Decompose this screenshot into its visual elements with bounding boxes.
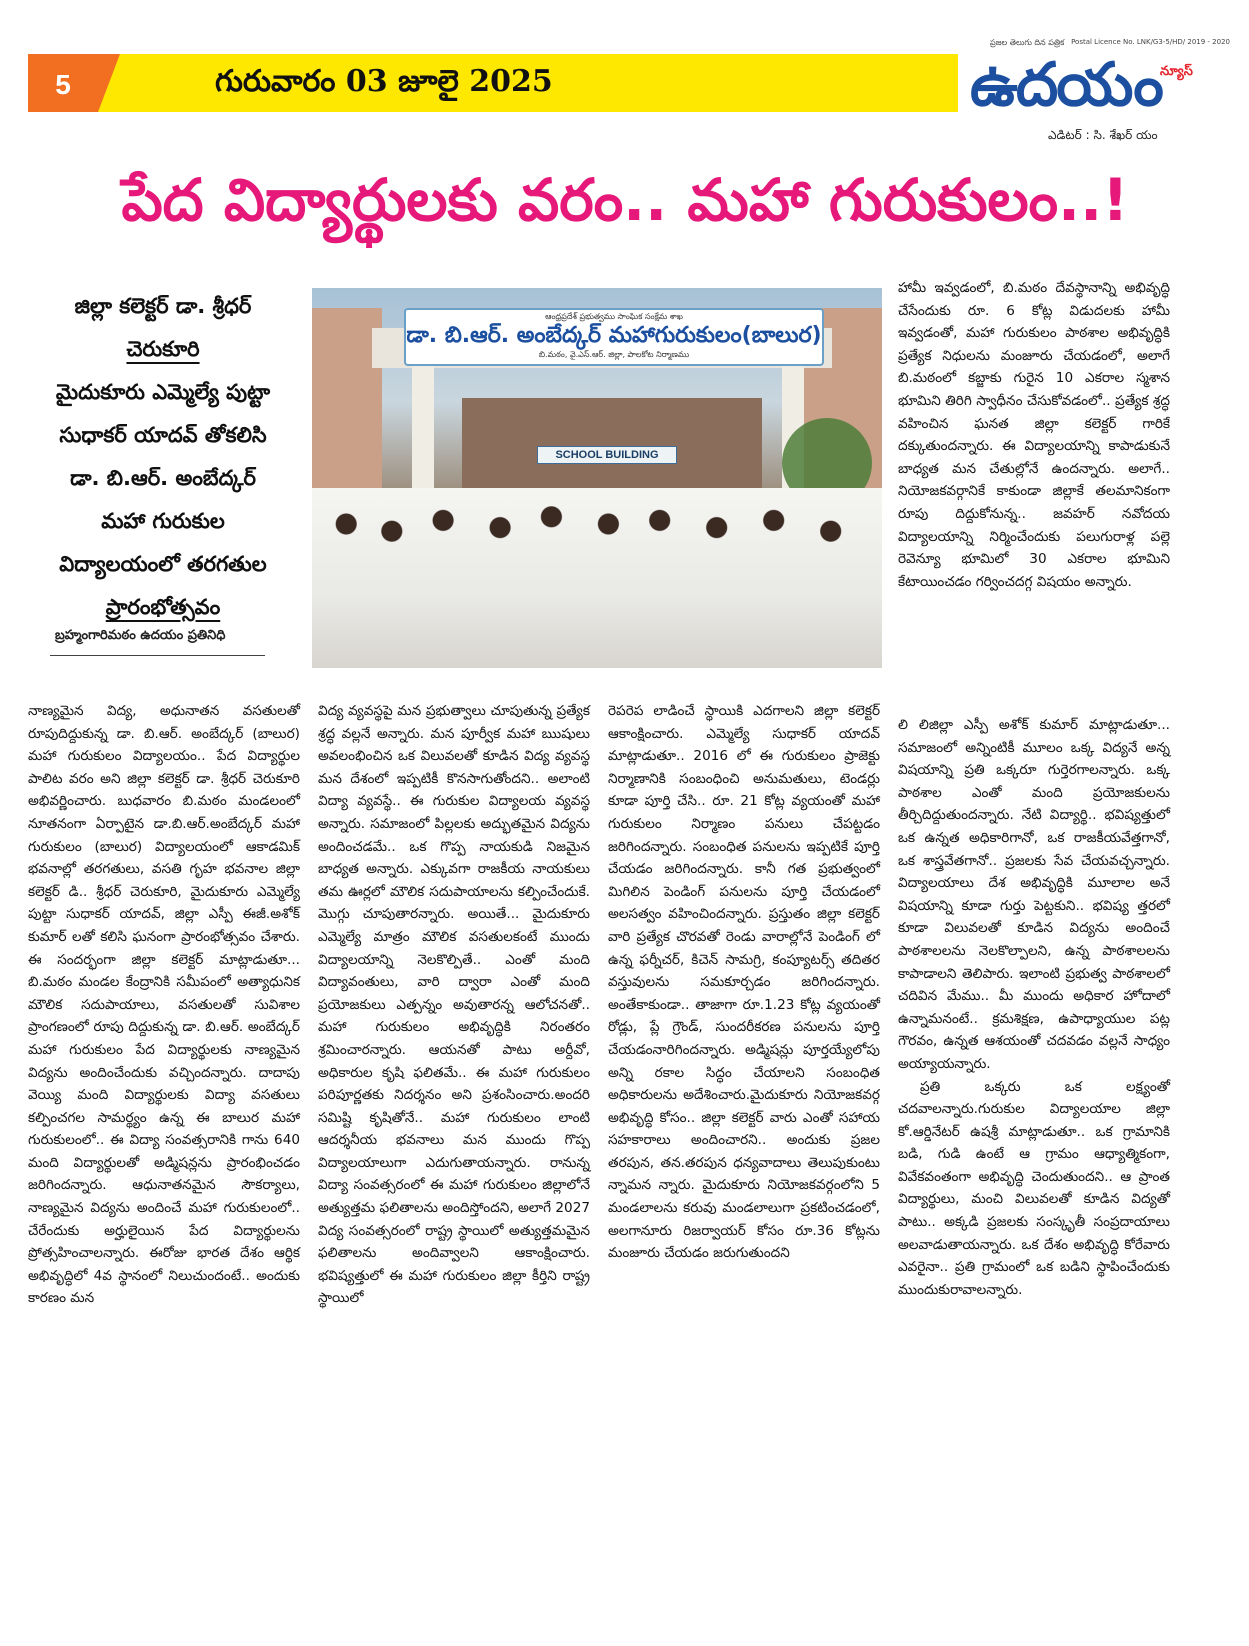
banner-bottom-text: బి.మఠం, వై.ఎస్.ఆర్. జిల్లా, పాలకోట నిర్మాణము [538, 350, 690, 359]
school-building-sign: SCHOOL BUILDING [537, 446, 677, 464]
page-headline: పేద విద్యార్థులకు వరం.. మహా గురుకులం..! [121, 166, 1129, 234]
article-column-3 [608, 700, 880, 1265]
photo-banner [404, 308, 824, 366]
byline: బ్రహ్మంగారిమఠం ఉదయం ప్రతినిధి [55, 628, 226, 643]
page-number: 5 [55, 69, 71, 100]
article-column-2 [318, 700, 590, 1310]
subhead-line: మహా గురుకుల [101, 509, 225, 533]
masthead-tagline: ప్రజల తెలుగు దిన పత్రిక [990, 38, 1065, 47]
article-paragraph: లి లిజిల్లా ఎస్పీ అశోక్ కుమార్ మాట్లాడుతూ... సమాజంలో అన్నింటికీ మూలం ఒక్క విద్యనే అన్న విషయాన్ని ప్రతి ఒక్కరూ గుర్తెరగాలన్నారు. ఒక్క పాఠశాల ఎంతో మంది ప్రయోజకులను తీర్చిదిద్దుతుందన్నారు. నేటి విద్యార్థి.. భవిష్యత్తులో ఒక ఉన్నత అధికారిగానో, ఒక రాజకీయవేత్తగానో, ఒక శాస్త్రవేతగానో.. ప్రజలకు సేవ చేయవచ్చన్నారు. విద్యాలయాలు దేశ అభివృద్ధికి మూలాల అనే విషయాన్ని కూడా గుర్తు పెట్టకుని.. భవిష్య త్తరలో కూడా విలువలతో కూడిన విద్యను అందించే పాఠశాలలను నెలకొల్పాలని, ఉన్న పాఠశాలలను కాపాడాలని తెలిపారు. ఇలాంటి ప్రభుత్వ పాఠశాలలో చదివిన మేము.. మీ ముందు అధికార హోదాలో ఉన్నామనంటే.. క్రమశిక్షణ, ఉపాధ్యాయుల పట్ల గౌరవం, ఉన్నత ఆశయంతో చదవడం వల్లనే సాధ్యం అయ్యాయన్నారు. [898, 717, 1170, 1072]
banner-top-text: ఆంధ్రప్రదేశ్ ప్రభుత్వము సాంఘిక సంక్షేమ శాఖ [545, 312, 683, 321]
photo-crowd [312, 488, 882, 668]
article-paragraph: హామీ ఇవ్వడంలో, బి.మఠం దేవస్థానాన్ని అభివృద్ధి చేసేందుకు రూ. 6 కోట్ల విడుదలకు హామీ ఇవ్వడంతో, మహా గురుకులం పాఠశాల అభివృద్ధికి ప్రత్యేక నిధులను మంజూరు చేయడంలో, అలాగే బి.మఠంలో కబ్జాకు గురైన 10 ఎకరాల స్మశాన భూమిని తిరిగి స్వాధీనం చేసుకోవడంలో.. ప్రత్యేక శ్రద్ధ వహించిన ఘనత జిల్లా కలెక్టర్ గారికే దక్కుతుందన్నారు. ఈ విద్యాలయాన్ని కాపాడుకునే బాధ్యత మన చేతుల్లోనే ఉందన్నారు. అలాగే.. నియోజకవర్గానికే కాకుండా జిల్లాకే తలమానికంగా రూపు దిద్దుకోనున్న.. జవహర్ నవోదయ విద్యాలయాన్ని నిర్మించేందుకు పలుగురాళ్ల పల్లె రెవెన్యూ భూమిలో 30 ఎకరాల భూమిని కేటాయించడం గర్వించదగ్గ విషయం అన్నారు. [898, 280, 1170, 590]
masthead [970, 38, 1230, 148]
article-paragraph: ప్రతి ఒక్కరు ఒక లక్ష్యంతో చదవాలన్నారు.గురుకుల విద్యాలయాల జిల్లా కో.ఆర్డినేటర్ ఉషశ్రీ మాట్లాడుతూ.. ఒక గ్రామానికి బడి, గుడి ఉంటే ఆ గ్రామం ఆధ్యాత్మికంగా, వివేకవంతంగా అభివృద్ధి చెందుతుందని.. ఆ ప్రాంత విద్యార్థులు, మంచి విలువలతో కూడిన విద్యతో పాటు.. అక్కడి ప్రజలకు సంస్కృతీ సంప్రదాయాలు అలవాడుతాయన్నారు. ఒక దేశం అభివృద్ధి కోరేవారు ఎవరైనా.. ప్రతి గ్రామంలో ఒక బడిని స్థాపించేందుకు ముందుకురావాలన్నారు. [898, 1078, 1170, 1298]
byline-rule [50, 655, 265, 656]
issue-date: గురువారం 03 జూలై 2025 [215, 64, 553, 99]
subhead-line: ప్రారంభోత్సవం [105, 595, 221, 619]
masthead-news-label: న్యూస్ [1160, 64, 1193, 79]
article-column-4-top [898, 277, 1170, 593]
article-column-1 [28, 700, 300, 1310]
article-column-4 [898, 714, 1170, 1301]
article-paragraph: విద్య వ్యవస్థపై మన ప్రభుత్వాలు చూపుతున్న ప్రత్యేక శ్రద్ధ వల్లనే అన్నారు. మన పూర్వీక మహా ఋషులు అవలంభించిన ఒక విలువలతో కూడిన విద్య వ్యవస్థ మన దేశంలో ఇప్పటికీ కొనసాగుతోందని.. అలాంటి విద్యా వ్యవస్థే.. ఈ గురుకుల విద్యాలయ వ్యవస్థ అన్నారు. సమాజంలో పిల్లలకు అద్భుతమైన విద్యను అందించడమే.. ఒక గొప్ప నాయకుడి నిజమైన బాధ్యత అన్నారు. ఎక్కువగా రాజకీయ నాయకులు తమ ఊర్లలో మౌలిక సదుపాయాలను కల్పించేందుకే. మొగ్గు చూపుతారన్నారు. అయితే... మైదుకూరు ఎమ్మెల్యే మాత్రం మౌలిక వసతులకంటే ముందు విద్యాలయాన్ని నెలకొల్పితే.. ఎంతో మంది విద్యావంతులు, వారి ద్వారా ఎంతో మంది ప్రయోజకులు ఎత్పన్నం అవుతారన్న ఆలోచనతో.. మహా గురుకులం అభివృద్ధికి నిరంతరం శ్రమించారన్నారు. ఆయనతో పాటు అర్దీవో, అధికారుల కృషి ఫలితమే.. ఈ మహా గురుకులం పరిపూర్ణతకు నిదర్శనం అని ప్రశంసించారు.అందరి సమిష్టి కృషితోనే.. మహా గురుకులం లాంటి ఆదర్శనీయ భవనాలు మన ముందు గొప్ప విద్యాలయాలుగా ఎదుగుతాయన్నారు. రానున్న విద్యా సంవత్సరంలో ఈ మహా గురుకులం జిల్లాలోనే అత్యుత్తమ ఫలితాలను అందిస్తోందని, అలాగే 2027 విద్య సంవత్సరంలో రాష్ట్ర స్థాయిలో అత్యుత్తమమైన ఫలితాలను అందివ్వాలని ఆకాంక్షించారు. భవిష్యత్తులో ఈ మహా గురుకులం జిల్లా కీర్తిని రాష్ట్ర స్థాయిలో [318, 703, 590, 1307]
postal-licence: Postal Licence No. LNK/G3-5/HD/ 2019 - 2020 [1071, 38, 1230, 46]
banner-main-text: డా. బి.ఆర్. అంబేద్కర్ మహాగురుకులం(బాలుర) [406, 323, 822, 348]
subhead-line: సుధాకర్ యాదవ్ తోకలిసి [59, 423, 267, 447]
article-paragraph: నాణ్యమైన విద్య, అధునాతన వసతులతో రూపుదిద్దుకున్న డా. బి.ఆర్. అంబేద్కర్ (బాలుర) మహా గురుకులం విద్యాలయం.. పేద విద్యార్థుల పాలిట వరం అని జిల్లా కలెక్టర్ డా. శ్రీధర్ చెరుకూరి అభివర్ణించారు. బుధవారం బి.మఠం మండలంలో నూతనంగా ఏర్పాటైన డా.బి.ఆర్.అంబేద్కర్ మహా గురుకులం (బాలుర) విద్యాలయంలో ఆకాడమిక్ భవనాల్లో తరగతులు, వసతి గృహ భవనాల జిల్లా కలెక్టర్ డి.. శ్రీధర్ చెరుకూరి, మైదుకూరు ఎమ్మెల్యే పుట్టా సుధాకర్ యాదవ్, జిల్లా ఎస్పీ ఈజీ.అశోక్ కుమార్ లతో కలిసి ఘనంగా ప్రారంభోత్సవం చేశారు. ఈ సందర్భంగా జిల్లా కలెక్టర్ మాట్లాడుతూ... బి.మఠం మండల కేంద్రానికి సమీపంలో అత్యాధునిక మౌలిక సదుపాయాలు, వసతులతో సువిశాల ప్రాంగణంలో రూపు దిద్దుకున్న డా. బి.ఆర్. అంబేద్కర్ మహా గురుకులం పేద విద్యార్థులకు నాణ్యమైన విద్యను అందించేందుకు వచ్చిందన్నారు. దాదాపు వెయ్యి మంది విద్యార్థులకు విద్యా వసతులు కల్పించగల సామర్థ్యం ఉన్న ఈ బాలుర మహా గురుకులంలో.. ఈ విద్యా సంవత్సరానికి గాను 640 మంది విద్యార్థులతో అడ్మిషన్లను ప్రారంభించడం జరిగిందన్నారు. ఆధునాతనమైన సౌకర్యాలు, నాణ్యమైన విద్యను అందించే మహా గురుకులంలో.. చేరేందుకు అర్హులైయిన పేద విద్యార్థులను ప్రోత్సహించాలన్నారు. ఈరోజు భారత దేశం ఆర్థిక అభివృద్ధిలో 4వ స్థానంలో నిలుచుందంటే.. అందుకు కారణం మన [28, 703, 300, 1307]
subhead-line: మైదుకూరు ఎమ్మెల్యే పుట్టా [55, 380, 271, 404]
article-paragraph: రెపరెప లాడించే స్థాయికి ఎదగాలని జిల్లా కలెక్టర్ ఆకాంక్షించారు. ఎమ్మెల్యే సుధాకర్ యాదవ్ మాట్లాడుతూ.. 2016 లో ఈ గురుకులం ప్రాజెక్టు నిర్మాణానికి సంబంధించి అనుమతులు, టెండర్లు కూడా పూర్తి చేసి.. రూ. 21 కోట్ల వ్యయంతో మహా గురుకులం నిర్మాణం పనులు చేపట్టడం జరిగిందన్నారు. సంబంధిత పనులను ఇప్పటికే పూర్తి చేయడం జరిగిందన్నారు. కానీ గత ప్రభుత్వంలో మిగిలిన పెండింగ్ పనులను పూర్తి చేయడంలో అలసత్వం వహించిందన్నారు. ప్రస్తుతం జిల్లా కలెక్టర్ వారి ప్రత్యేక చొరవతో రెండు వారాల్లోనే పెండింగ్ లో ఉన్న ఫర్నీచర్, కిచెన్ సామగ్రి, కంప్యూటర్స్ తదితర వస్తువులను సమకూర్చడం జరిగిందన్నారు. అంతేకాకుండా.. తాజాగా రూ.1.23 కోట్ల వ్యయంతో రోడ్లు, ప్లే గ్రౌండ్, సుందరీకరణ పనులను పూర్తి చేయడంనారిగిందన్నారు. అడ్మిషన్లు పూర్తయ్యేలోపు అన్ని రకాల సిద్ధం చేయాలని సంబంధిత అధికారులను అదేశించారు.మైదుకూరు నియోజకవర్గ అభివృద్ధి కోసం.. జిల్లా కలెక్టర్ వారు ఎంతో సహాయ సహకారాలు అందించారని.. అందుకు ప్రజల తరపున, తన.తరపున ధన్యవాదాలు తెలుపుకుంటు న్నామన న్నారు. మైదుకూరు నియోజకవర్గంలోని 5 మండలాలను కరువు మండలాలుగా ప్రకటించడంలో, అలగానూరు రిజర్వాయర్ కోసం రూ.36 కోట్లను మంజూరు చేయడం జరుగుతుందని [608, 703, 880, 1262]
subhead-line: విద్యాలయంలో తరగతుల [59, 552, 267, 576]
subhead-line: చెరుకూరి [126, 337, 200, 361]
event-photo [312, 288, 882, 668]
masthead-logo: ఉదయం [970, 50, 1162, 120]
masthead-editor: ఎడిటర్ : సి. శేఖర్ యం [1048, 128, 1158, 142]
subhead-line: డా. బి.ఆర్. అంబేద్కర్ [70, 466, 256, 490]
subhead-block [28, 285, 298, 629]
subhead-line: జిల్లా కలెక్టర్ డా. శ్రీధర్ [74, 294, 252, 318]
